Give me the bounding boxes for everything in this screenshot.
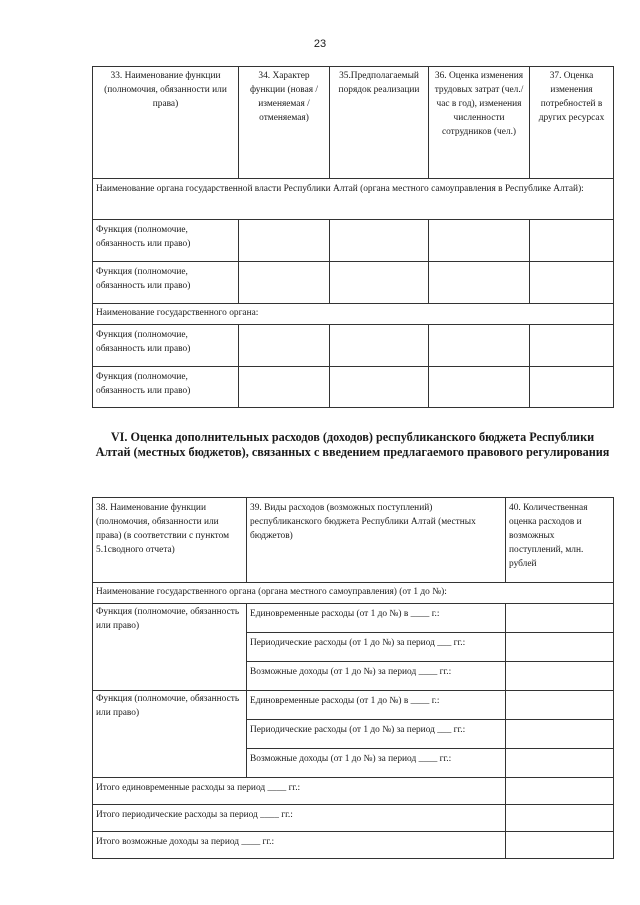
header-labor-costs: 36. Оценка изменения трудовых затрат (чел./час в год), изменения численности сотрудников (чел.) [429,67,530,179]
functions-assessment-table [92,66,614,408]
empty-cell[interactable] [506,749,614,778]
empty-cell[interactable] [506,691,614,720]
empty-cell[interactable] [506,720,614,749]
function-cell: Функция (полномочие, обязанность или право) [93,220,239,262]
total-row [93,778,614,805]
empty-cell[interactable] [506,805,614,832]
empty-cell[interactable] [530,367,614,408]
empty-cell[interactable] [429,220,530,262]
empty-cell[interactable] [506,633,614,662]
empty-cell[interactable] [330,262,429,304]
empty-cell[interactable] [530,220,614,262]
group-row [93,304,614,325]
empty-cell[interactable] [530,325,614,367]
empty-cell[interactable] [429,367,530,408]
org-group-label: Наименование государственного органа (органа местного самоуправления) (от 1 до №): [93,583,614,604]
empty-cell[interactable] [429,325,530,367]
table-header-row [93,67,614,179]
header-function-nature: 34. Характер функции (новая / изменяемая / отменяемая) [239,67,330,179]
empty-cell[interactable] [239,220,330,262]
function-cell: Функция (полномочие, обязанность или право) [93,691,247,778]
table-row [93,691,614,720]
periodic-expenses-cell: Периодические расходы (от 1 до №) за период ___ гг.: [247,720,506,749]
header-quantitative-estimate: 40. Количественная оценка расходов и возможных поступлений, млн. рублей [506,498,614,583]
table-row [93,220,614,262]
table-row [93,325,614,367]
empty-cell[interactable] [506,662,614,691]
function-cell: Функция (полномочие, обязанность или право) [93,367,239,408]
empty-cell[interactable] [330,325,429,367]
header-function-name: 38. Наименование функции (полномочия, обязанности или права) (в соответствии с пунктом 5.1сводного отчета) [93,498,247,583]
header-other-resources: 37. Оценка изменения потребностей в других ресурсах [530,67,614,179]
header-function-name: 33. Наименование функции (полномочия, обязанности или права) [93,67,239,179]
total-row [93,805,614,832]
empty-cell[interactable] [239,367,330,408]
empty-cell[interactable] [429,262,530,304]
section-title: VI. Оценка дополнительных расходов (доходов) республиканского бюджета Республики Алтай (местных бюджетов), связанных с введением предлагаемого правового регулирования [95,430,610,459]
empty-cell[interactable] [239,325,330,367]
empty-cell[interactable] [239,262,330,304]
possible-income-cell: Возможные доходы (от 1 до №) за период ____ гг.: [247,662,506,691]
table-row [93,367,614,408]
periodic-expenses-cell: Периодические расходы (от 1 до №) за период ___ гг.: [247,633,506,662]
empty-cell[interactable] [330,220,429,262]
one-time-expenses-cell: Единовременные расходы (от 1 до №) в ____ г.: [247,604,506,633]
group-row [93,583,614,604]
authority-group-label: Наименование органа государственной власти Республики Алтай (органа местного самоуправления в Республике Алтай): [93,179,614,220]
total-one-time-cell: Итого единовременные расходы за период ____ гг.: [93,778,506,805]
header-expense-types: 39. Виды расходов (возможных поступлений) республиканского бюджета Республики Алтай (местных бюджетов) [247,498,506,583]
empty-cell[interactable] [506,778,614,805]
table-header-row [93,498,614,583]
group-row [93,179,614,220]
table-row [93,262,614,304]
total-periodic-cell: Итого периодические расходы за период ____ гг.: [93,805,506,832]
empty-cell[interactable] [330,367,429,408]
table-row [93,604,614,633]
function-cell: Функция (полномочие, обязанность или право) [93,262,239,304]
total-income-cell: Итого возможные доходы за период ____ гг.: [93,832,506,859]
header-implementation-order: 35.Предполагаемый порядок реализации [330,67,429,179]
function-cell: Функция (полномочие, обязанность или право) [93,325,239,367]
empty-cell[interactable] [530,262,614,304]
empty-cell[interactable] [506,604,614,633]
total-row [93,832,614,859]
possible-income-cell: Возможные доходы (от 1 до №) за период ____ гг.: [247,749,506,778]
empty-cell[interactable] [506,832,614,859]
state-body-group-label: Наименование государственного органа: [93,304,614,325]
one-time-expenses-cell: Единовременные расходы (от 1 до №) в ____ г.: [247,691,506,720]
function-cell: Функция (полномочие, обязанность или право) [93,604,247,691]
page-number: 23 [313,38,327,50]
budget-assessment-table [92,497,614,859]
